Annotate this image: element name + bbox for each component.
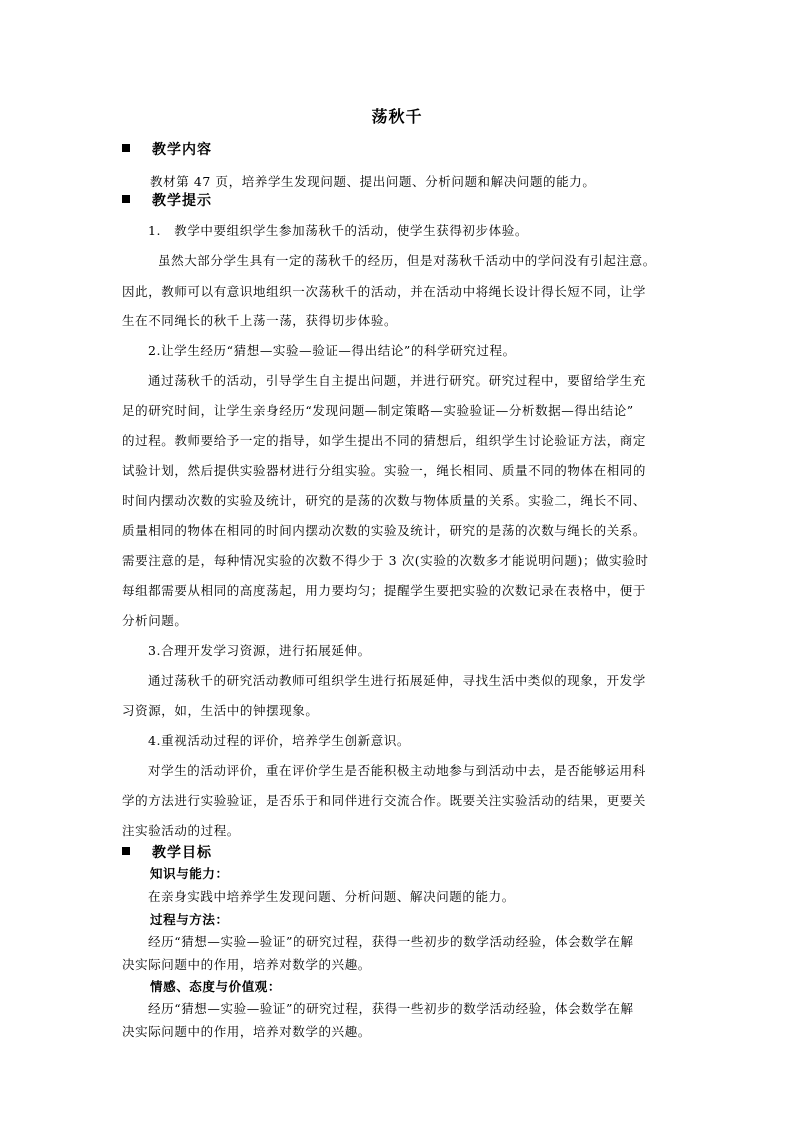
page-title: 荡秋千: [371, 107, 423, 126]
paragraph-line: 对学生的活动评价，重在评价学生是否能积极主动地参与到活动中去，是否能够运用科: [148, 763, 646, 778]
square-bullet-icon: [122, 144, 130, 152]
paragraph-line: 分析问题。: [122, 613, 188, 628]
paragraph-line: 3.合理开发学习资源，进行拓展延伸。: [148, 643, 371, 658]
paragraph-line: 试验计划，然后提供实验器材进行分组实验。实验一，绳长相同、质量不同的物体在相同的: [122, 463, 647, 478]
square-bullet-icon: [122, 847, 130, 855]
paragraph-line: 通过荡秋千的研究活动教师可组织学生进行拓展延伸，寻找生活中类似的现象，开发学: [148, 673, 646, 688]
paragraph-line: 决实际问题中的作用，培养对数学的兴趣。: [122, 1024, 371, 1039]
paragraph-line: 注实验活动的过程。: [122, 823, 240, 838]
paragraph-line: 通过荡秋千的活动，引导学生自主提出问题，并进行研究。研究过程中，要留给学生充: [148, 373, 646, 388]
section-heading-label: 教学内容: [152, 142, 212, 158]
paragraph-line: 在亲身实践中培养学生发现问题、分析问题、解决问题的能力。: [148, 889, 515, 904]
subheading-process: 过程与方法：: [150, 912, 229, 927]
paragraph-line: 每组都需要从相同的高度荡起，用力要均匀；提醒学生要把实验的次数记录在表格中，便于: [122, 583, 647, 598]
paragraph-line: 学的方法进行实验验证，是否乐于和同伴进行交流合作。既要关注实验活动的结果，更要关: [122, 793, 647, 808]
paragraph-line: 2.让学生经历“猜想—实验—验证—得出结论”的科学研究过程。: [148, 343, 516, 358]
paragraph-line: 4.重视活动过程的评价，培养学生创新意识。: [148, 733, 411, 748]
paragraph-line: 足的研究时间，让学生亲身经历“发现问题—制定策略—实验验证—分析数据—得出结论”: [122, 403, 634, 418]
paragraph-line: 虽然大部分学生具有一定的荡秋千的经历，但是对荡秋千活动中的学问没有引起注意。: [158, 253, 656, 268]
section-heading-label: 教学提示: [152, 193, 212, 209]
section-heading-content: [122, 139, 212, 159]
paragraph-line: 时间内摆动次数的实验及统计，研究的是荡的次数与物体质量的关系。实验二，绳长不同、: [122, 493, 647, 508]
paragraph-line: 经历“猜想—实验—验证”的研究过程，获得一些初步的数学活动经验，体会数学在解: [148, 934, 634, 949]
subheading-knowledge: 知识与能力：: [150, 866, 229, 881]
paragraph-line: 经历“猜想—实验—验证”的研究过程，获得一些初步的数学活动经验，体会数学在解: [148, 1001, 634, 1016]
subheading-attitude: 情感、态度与价值观：: [150, 979, 282, 994]
paragraph-line: 决实际问题中的作用，培养对数学的兴趣。: [122, 957, 371, 972]
paragraph-line: 习资源，如，生活中的钟摆现象。: [122, 703, 319, 718]
paragraph-line: 教材第 47 页，培养学生发现问题、提出问题、分析问题和解决问题的能力。: [150, 174, 596, 189]
paragraph-line: 质量相同的物体在相同的时间内摆动次数的实验及统计，研究的是荡的次数与绳长的关系。: [122, 523, 647, 538]
section-heading-hints: [122, 190, 212, 210]
paragraph-line: 1. 教学中要组织学生参加荡秋千的活动，使学生获得初步体验。: [148, 223, 528, 238]
paragraph-line: 的过程。教师要给予一定的指导，如学生提出不同的猜想后，组织学生讨论验证方法，商定: [122, 433, 647, 448]
paragraph-line: 需要注意的是，每种情况实验的次数不得少于 3 次(实验的次数多才能说明问题)；做实验时: [122, 553, 649, 568]
section-heading-label: 教学目标: [152, 845, 212, 861]
paragraph-line: 生在不同绳长的秋千上荡一荡，获得切步体验。: [122, 313, 398, 328]
section-heading-goals: [122, 842, 212, 862]
square-bullet-icon: [122, 195, 130, 203]
paragraph-line: 因此，教师可以有意识地组织一次荡秋千的活动，并在活动中将绳长设计得长短不同，让学: [122, 284, 647, 299]
